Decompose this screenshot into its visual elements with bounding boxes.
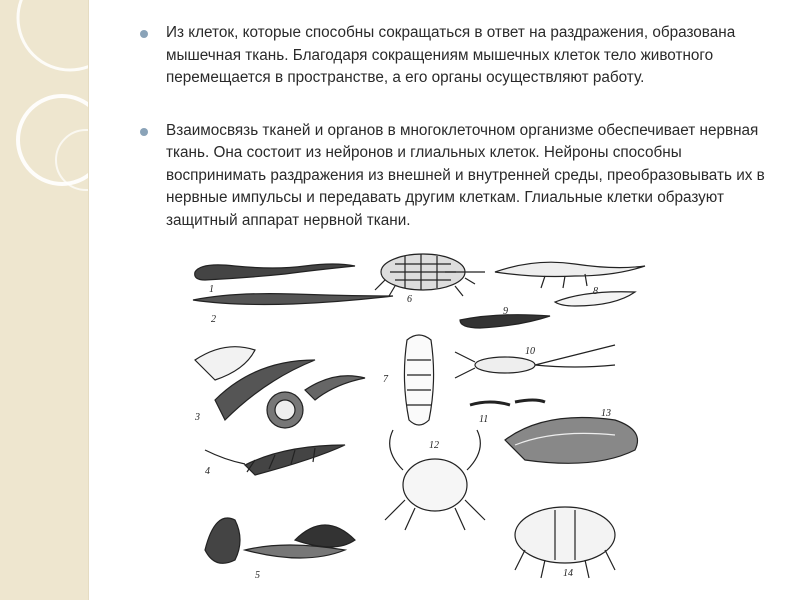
paragraph-text: Взаимосвязь тканей и органов в многоклеточном организме обеспечивает нервная ткань. Она состоит из нейронов и глиальных клеток. Нейроны способны воспринимать раздражения из внешней и внутренней среды, преобразовывать их в нервные импульсы и передавать другим клеткам. Глиальные клетки образуют защитный аппарат нервной ткани.: [166, 121, 765, 229]
figure-label-3: 3: [195, 412, 200, 423]
slide-text: [140, 22, 780, 262]
figure-label-8: 8: [593, 286, 598, 297]
figure-label-10: 10: [525, 346, 535, 357]
figure-label-1: 1: [209, 284, 214, 295]
figure-label-7: 7: [383, 374, 388, 385]
bullet-icon: [140, 30, 148, 38]
figure-label-12: 12: [429, 440, 439, 451]
animal-4-centipede: [205, 445, 345, 475]
paragraph-nervous-tissue: [140, 120, 780, 233]
animal-3-millipede: [195, 347, 365, 428]
animal-13-slug: [505, 418, 638, 464]
animal-6-isopod: [375, 254, 475, 296]
animal-2-worm: [193, 294, 393, 305]
figure-label-11: 11: [479, 414, 489, 425]
invertebrates-drawing: [185, 250, 655, 590]
animal-5-snails: [205, 518, 355, 563]
invertebrates-illustration: [185, 250, 655, 590]
figure-label-14: 14: [563, 568, 573, 579]
figure-label-9: 9: [503, 306, 508, 317]
decorative-sidebar: [0, 0, 89, 600]
animal-1-worm: [195, 264, 355, 280]
animal-10-silverfish: [455, 345, 615, 378]
sidebar-circles-decoration: [0, 0, 88, 600]
bullet-icon: [140, 128, 148, 136]
paragraph-text: Из клеток, которые способны сокращаться в ответ на раздражения, образована мышечная ткань. Благодаря сокращениям мышечных клеток тело животного перемещается в пространстве, а его органы осуществляют работу.: [166, 24, 736, 86]
paragraph-muscle-tissue: [140, 22, 780, 90]
figure-label-2: 2: [211, 314, 216, 325]
animal-8-larva: [445, 262, 645, 306]
figure-label-13: 13: [601, 408, 611, 419]
figure-label-6: 6: [407, 294, 412, 305]
figure-label-5: 5: [255, 570, 260, 581]
animal-11-worms: [470, 400, 545, 405]
figure-label-4: 4: [205, 466, 210, 477]
animal-7-larva: [404, 335, 433, 425]
